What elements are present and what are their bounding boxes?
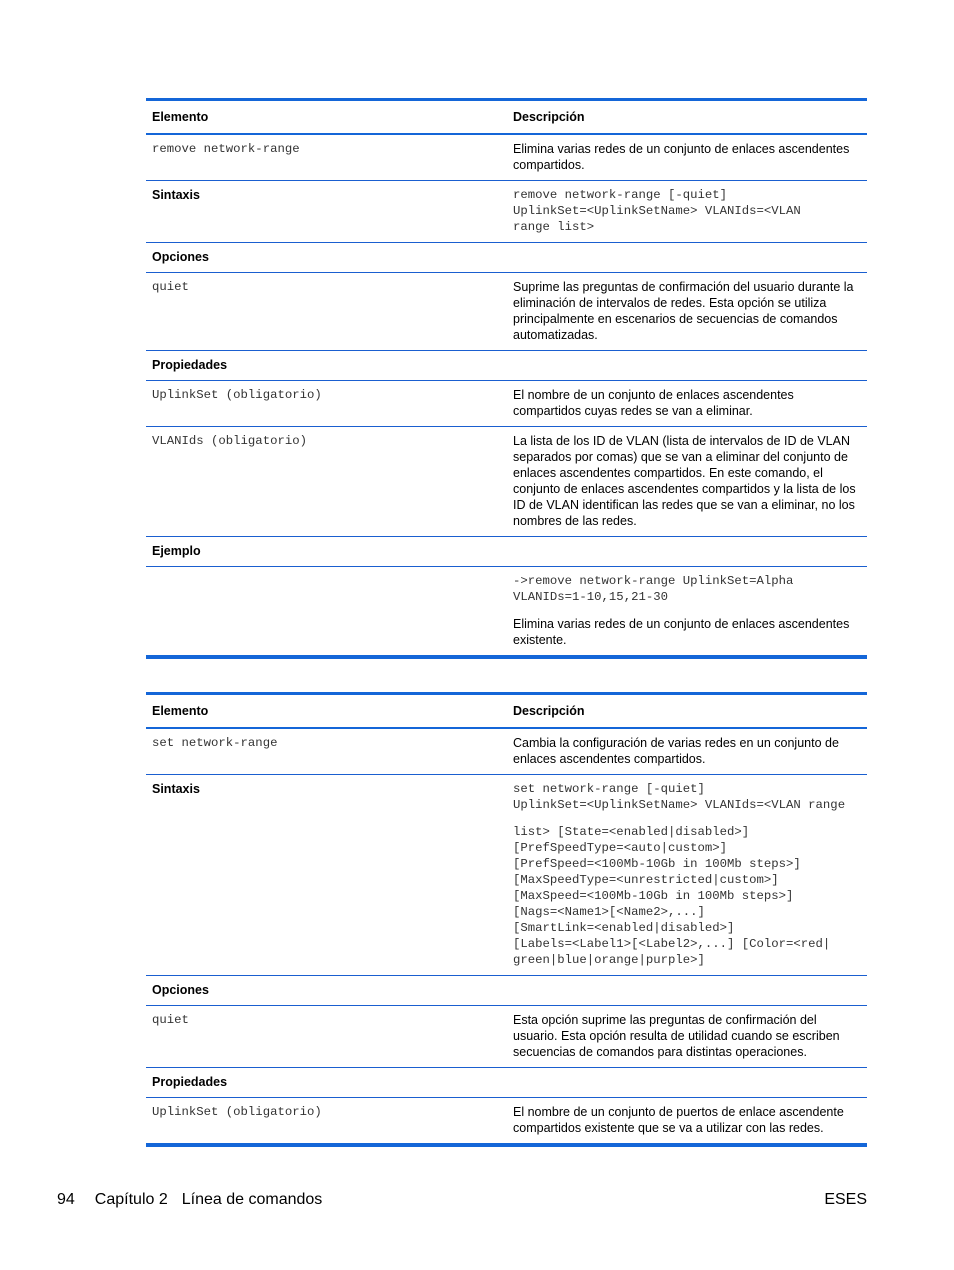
page-number: 94 (57, 1191, 75, 1208)
set-network-range-table (146, 692, 867, 1147)
table-row (146, 134, 867, 181)
property-uplinkset: UplinkSet (obligatorio) (152, 388, 322, 402)
header-descripcion: Descripción (507, 694, 867, 729)
section-opciones: Opciones (146, 976, 507, 1006)
table-row (146, 381, 867, 427)
section-propiedades: Propiedades (146, 1068, 507, 1098)
option-quiet-description: Suprime las preguntas de confirmación del usuario durante la eliminación de intervalos de redes. Esta opción se utiliza principalmente en escenarios de secuencias de comandos automatizadas. (507, 273, 867, 351)
example-code: ->remove network-range UplinkSet=Alpha VLANIDs=1-10,15,21-30 (513, 574, 794, 604)
table-row (146, 728, 867, 775)
syntax-code-continued: list> [State=<enabled|disabled>] [PrefSpeedType=<auto|custom>] [PrefSpeed=<100Mb-10Gb in 100Mb steps>] [MaxSpeedType=<unrestricted|custom>] [MaxSpeed=<100Mb-10Gb in 100Mb steps>] [Nags=<Name1>[<Name2>,...] [SmartLink=<enabled|disabled>] [Labels=<Label1>[<Label2>,...] [Color=<red| green|blue|orange|purple>] (513, 825, 831, 967)
header-elemento: Elemento (146, 100, 507, 135)
page-footer-left (57, 1191, 322, 1209)
section-propiedades: Propiedades (146, 351, 507, 381)
table-row (146, 567, 867, 658)
table-row (146, 1006, 867, 1068)
table-row (146, 1068, 867, 1098)
header-elemento: Elemento (146, 694, 507, 729)
option-quiet-description: Esta opción suprime las preguntas de confirmación del usuario. Esta opción resulta de utilidad cuando se escriben secuencias de comandos para distintas operaciones. (507, 1006, 867, 1068)
command-description: Cambia la configuración de varias redes en un conjunto de enlaces ascendentes compartidos. (507, 728, 867, 775)
property-uplinkset-description: El nombre de un conjunto de puertos de enlace ascendente compartidos existente que se va a utilizar con las redes. (507, 1098, 867, 1146)
chapter-title: Línea de comandos (181, 1191, 323, 1208)
syntax-code: set network-range [-quiet] UplinkSet=<UplinkSetName> VLANIds=<VLAN range (513, 782, 846, 812)
property-uplinkset: UplinkSet (obligatorio) (152, 1105, 322, 1119)
command-name: set network-range (152, 736, 278, 750)
table-row (146, 181, 867, 243)
page-footer-right: ESES (824, 1191, 867, 1208)
section-sintaxis: Sintaxis (146, 181, 507, 243)
table-row (146, 537, 867, 567)
table-row (146, 351, 867, 381)
table-header-row (146, 694, 867, 729)
command-description: Elimina varias redes de un conjunto de enlaces ascendentes compartidos. (507, 134, 867, 181)
table-row (146, 976, 867, 1006)
table-row (146, 775, 867, 976)
table-row (146, 273, 867, 351)
section-sintaxis: Sintaxis (146, 775, 507, 976)
option-quiet: quiet (152, 280, 189, 294)
table-row (146, 243, 867, 273)
option-quiet: quiet (152, 1013, 189, 1027)
table-row (146, 1098, 867, 1146)
table-header-row (146, 100, 867, 135)
chapter-label: Capítulo 2 (94, 1191, 168, 1208)
command-name: remove network-range (152, 142, 300, 156)
property-vlanids-description: La lista de los ID de VLAN (lista de intervalos de ID de VLAN separados por comas) que se van a eliminar del conjunto de enlaces ascendentes compartidos. En este comando, el conjunto de enlaces ascendentes compartidos y la lista de los ID de VLAN identifican las redes que se van a eliminar, no los nombres de las redes. (507, 427, 867, 537)
example-description: Elimina varias redes de un conjunto de enlaces ascendentes existente. (513, 617, 850, 647)
header-descripcion: Descripción (507, 100, 867, 135)
property-vlanids: VLANIds (obligatorio) (152, 434, 307, 448)
table-row (146, 427, 867, 537)
section-ejemplo: Ejemplo (146, 537, 507, 567)
remove-network-range-table (146, 98, 867, 659)
property-uplinkset-description: El nombre de un conjunto de enlaces ascendentes compartidos cuyas redes se van a eliminar. (507, 381, 867, 427)
syntax-code: remove network-range [-quiet] UplinkSet=<UplinkSetName> VLANIds=<VLAN range list> (513, 188, 801, 234)
section-opciones: Opciones (146, 243, 507, 273)
